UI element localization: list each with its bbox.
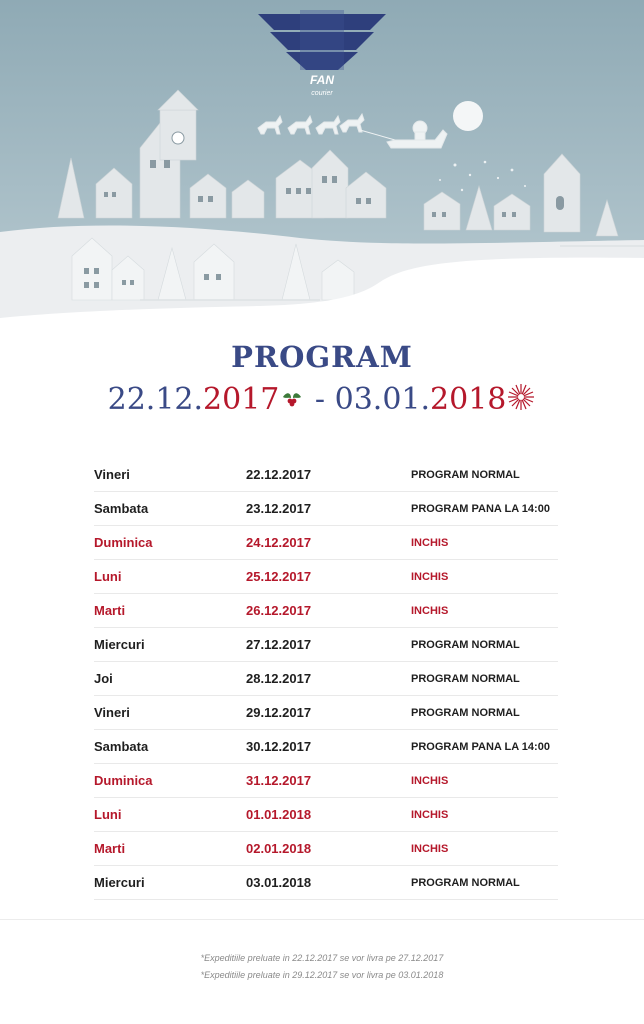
svg-text:FAN: FAN <box>310 73 334 87</box>
table-row <box>94 628 558 662</box>
table-row <box>94 798 558 832</box>
table-row <box>94 560 558 594</box>
date-cell: 01.01.2018 <box>246 798 411 832</box>
table-row <box>94 866 558 900</box>
day-cell: Duminica <box>94 526 246 560</box>
table-row <box>94 662 558 696</box>
status-cell: INCHIS <box>411 764 558 798</box>
date-start-prefix: 22.12. <box>107 382 204 417</box>
date-separator: - <box>305 382 335 417</box>
date-end-prefix: 03.01. <box>334 382 431 417</box>
date-cell: 03.01.2018 <box>246 866 411 900</box>
date-cell: 02.01.2018 <box>246 832 411 866</box>
status-cell: PROGRAM NORMAL <box>411 458 558 492</box>
schedule-table <box>94 458 558 900</box>
date-cell: 28.12.2017 <box>246 662 411 696</box>
footnotes <box>0 950 644 984</box>
table-row <box>94 696 558 730</box>
date-end-year: 2018 <box>430 382 507 417</box>
date-start-year: 2017 <box>203 382 280 417</box>
status-cell: PROGRAM NORMAL <box>411 866 558 900</box>
svg-text:courier: courier <box>311 90 333 97</box>
day-cell: Marti <box>94 832 246 866</box>
table-row <box>94 594 558 628</box>
footnote: *Expeditiile preluate in 29.12.2017 se vor livra pe 03.01.2018 <box>200 970 444 980</box>
winter-village-banner <box>0 0 644 330</box>
day-cell: Vineri <box>94 458 246 492</box>
day-cell: Marti <box>94 594 246 628</box>
page-title: PROGRAM <box>231 340 413 374</box>
date-cell: 26.12.2017 <box>246 594 411 628</box>
status-cell: INCHIS <box>411 560 558 594</box>
status-cell: INCHIS <box>411 798 558 832</box>
status-cell: INCHIS <box>411 526 558 560</box>
date-range <box>0 382 644 420</box>
date-cell: 27.12.2017 <box>246 628 411 662</box>
table-row <box>94 730 558 764</box>
date-cell: 31.12.2017 <box>246 764 411 798</box>
table-row <box>94 458 558 492</box>
day-cell: Joi <box>94 662 246 696</box>
date-cell: 30.12.2017 <box>246 730 411 764</box>
status-cell: PROGRAM PANA LA 14:00 <box>411 492 558 526</box>
status-cell: PROGRAM PANA LA 14:00 <box>411 730 558 764</box>
table-row <box>94 526 558 560</box>
status-cell: PROGRAM NORMAL <box>411 628 558 662</box>
date-cell: 23.12.2017 <box>246 492 411 526</box>
day-cell: Miercuri <box>94 628 246 662</box>
firework-icon <box>506 382 536 420</box>
date-cell: 22.12.2017 <box>246 458 411 492</box>
day-cell: Sambata <box>94 492 246 526</box>
status-cell: INCHIS <box>411 594 558 628</box>
table-row <box>94 764 558 798</box>
day-cell: Luni <box>94 560 246 594</box>
day-cell: Vineri <box>94 696 246 730</box>
day-cell: Miercuri <box>94 866 246 900</box>
table-row <box>94 832 558 866</box>
date-cell: 29.12.2017 <box>246 696 411 730</box>
status-cell: PROGRAM NORMAL <box>411 662 558 696</box>
date-cell: 25.12.2017 <box>246 560 411 594</box>
status-cell: PROGRAM NORMAL <box>411 696 558 730</box>
date-cell: 24.12.2017 <box>246 526 411 560</box>
day-cell: Sambata <box>94 730 246 764</box>
day-cell: Luni <box>94 798 246 832</box>
table-row <box>94 492 558 526</box>
holly-icon <box>279 384 305 419</box>
footnote: *Expeditiile preluate in 22.12.2017 se vor livra pe 27.12.2017 <box>200 953 444 963</box>
day-cell: Duminica <box>94 764 246 798</box>
status-cell: INCHIS <box>411 832 558 866</box>
divider <box>0 919 644 920</box>
moon-icon <box>453 101 483 131</box>
